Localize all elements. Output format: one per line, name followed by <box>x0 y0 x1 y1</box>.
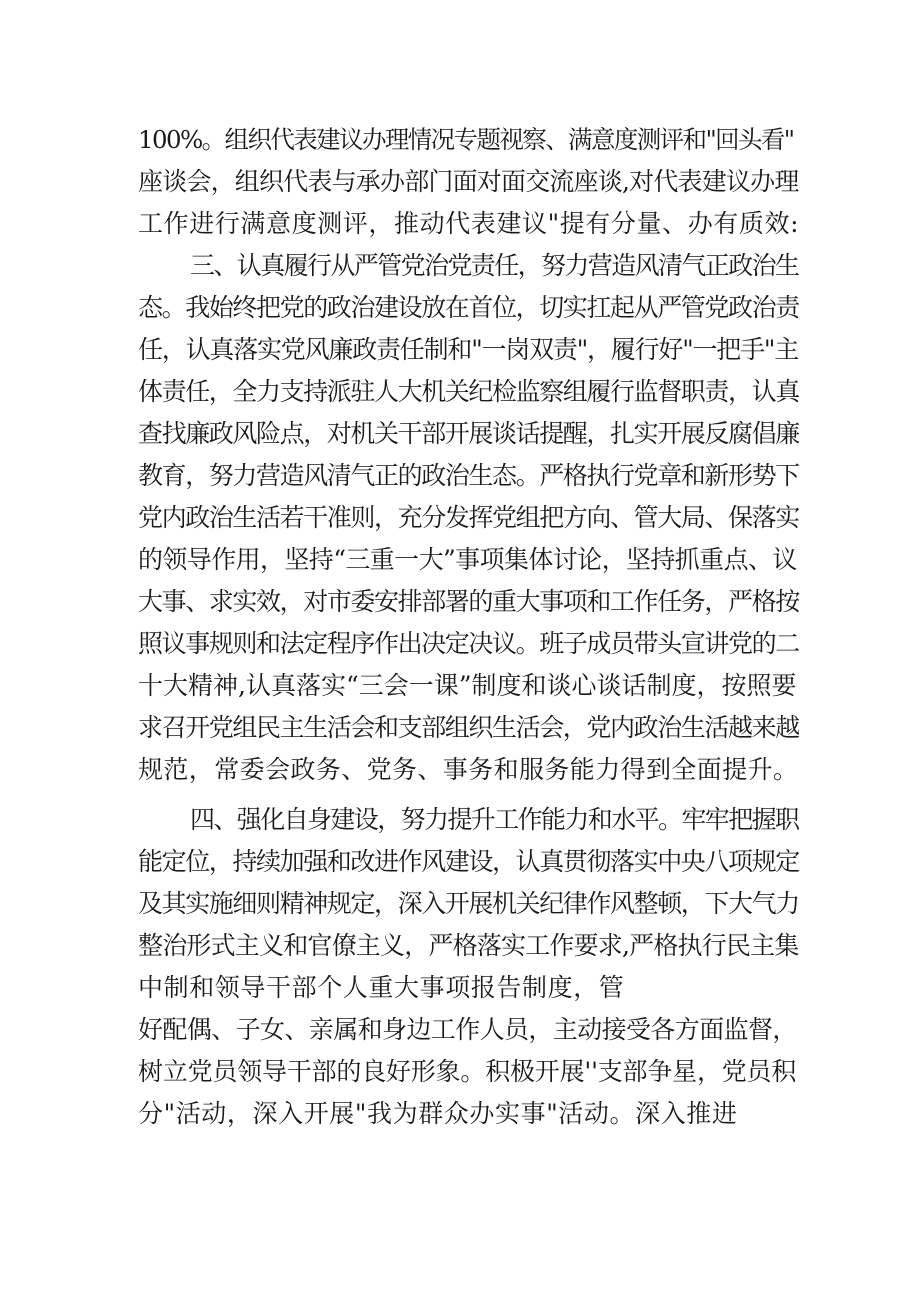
body-text-line: 教育，努力营造风清气正的政治生态。严格执行党章和新形势下 <box>138 461 799 490</box>
body-text-line: 任，认真落实党风廉政责任制和"一岗双责"，履行好"一把手"主 <box>138 335 798 364</box>
body-text-line: 座谈会，组织代表与承办部门面对面交流座谈,对代表建议办理 <box>138 167 799 196</box>
body-text-line: 能定位，持续加强和改进作风建设，认真贯彻落实中央八项规定 <box>138 847 799 876</box>
body-text-line: 及其实施细则精神规定，深入开展机关纪律作风整顿，下大气力 <box>138 889 799 918</box>
body-text-line: 的领导作用，坚持“三重一大”事项集体讨论，坚持抓重点、议 <box>138 545 797 574</box>
body-text-line: 中制和领导干部个人重大事项报告制度，管 <box>138 973 625 1002</box>
body-text-line: 好配偶、子女、亲属和身边工作人员，主动接受各方面监督， <box>138 1015 797 1044</box>
section-four-heading-line: 四、强化自身建设，努力提升工作能力和水平。牢牢把握职 <box>190 805 799 834</box>
body-text-line: 大事、求实效，对市委安排部署的重大事项和工作任务，严格按 <box>138 587 799 616</box>
body-text-line: 100%。组织代表建议办理情况专题视察、满意度测评和"回头看" <box>138 125 794 154</box>
section-three-heading-line: 三、认真履行从严管党治党责任，努力营造风清气正政治生 <box>190 251 799 280</box>
body-text-line: 求召开党组民主生活会和支部组织生活会，党内政治生活越来越 <box>138 713 799 742</box>
body-text-line: 态。我始终把党的政治建设放在首位，切实扛起从严管党政治责 <box>138 293 799 322</box>
body-text-line: 照议事规则和法定程序作出决定决议。班子成员带头宣讲党的二 <box>138 629 799 658</box>
body-text-line: 分"活动，深入开展"我为群众办实事"活动。深入推进 <box>138 1099 738 1128</box>
body-text-line: 党内政治生活若干准则，充分发挥党组把方向、管大局、保落实 <box>138 503 799 532</box>
body-text-line: 体责任，全力支持派驻人大机关纪检监察组履行监督职责，认真 <box>138 377 799 406</box>
body-text-line: 整治形式主义和官僚主义，严格落实工作要求,严格执行民主集 <box>138 931 799 960</box>
body-text-line: 十大精神,认真落实“三会一课”制度和谈心谈话制度，按照要 <box>138 671 797 700</box>
body-text-line: 查找廉政风险点，对机关干部开展谈话提醒，扎实开展反腐倡廉 <box>138 419 799 448</box>
body-text-line: 工作进行满意度测评，推动代表建议"提有分量、办有质效: <box>138 209 800 238</box>
body-text-line: 树立党员领导干部的良好形象。积极开展''支部争星，党员积 <box>138 1057 797 1086</box>
body-text-line: 规范，常委会政务、党务、事务和服务能力得到全面提升。 <box>138 755 799 784</box>
